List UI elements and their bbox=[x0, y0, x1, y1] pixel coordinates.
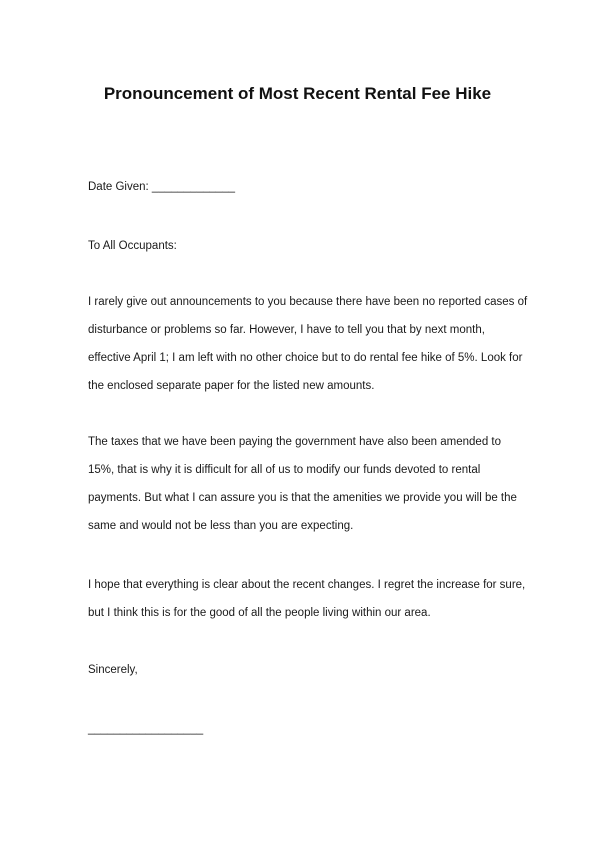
salutation: To All Occupants: bbox=[88, 240, 177, 252]
date-given-line: Date Given: _____________ bbox=[88, 181, 236, 193]
document-title: Pronouncement of Most Recent Rental Fee Hike bbox=[103, 84, 492, 103]
paragraph-taxes: The taxes that we have been paying the government have also been amended to 15%, that is why it is difficult for all of us to modify our funds devoted to rental payments. But what I can assure you is that the amenities we provide you will be the same and would not be less than you are expecting. bbox=[88, 436, 517, 532]
closing-sincerely: Sincerely, bbox=[88, 664, 138, 676]
paragraph-closing-remarks: I hope that everything is clear about the recent changes. I regret the increase for sure, but I think this is for the good of all the people living within our area. bbox=[88, 579, 526, 619]
paragraph-announcement: I rarely give out announcements to you because there have been no reported cases of disturbance or problems so far. However, I have to tell you that by next month, effective April 1; I am left with no other choice but to do rental fee hike of 5%. Look for the enclosed separate paper for the listed new amounts. bbox=[88, 296, 528, 392]
signature-line: __________________ bbox=[88, 723, 204, 735]
